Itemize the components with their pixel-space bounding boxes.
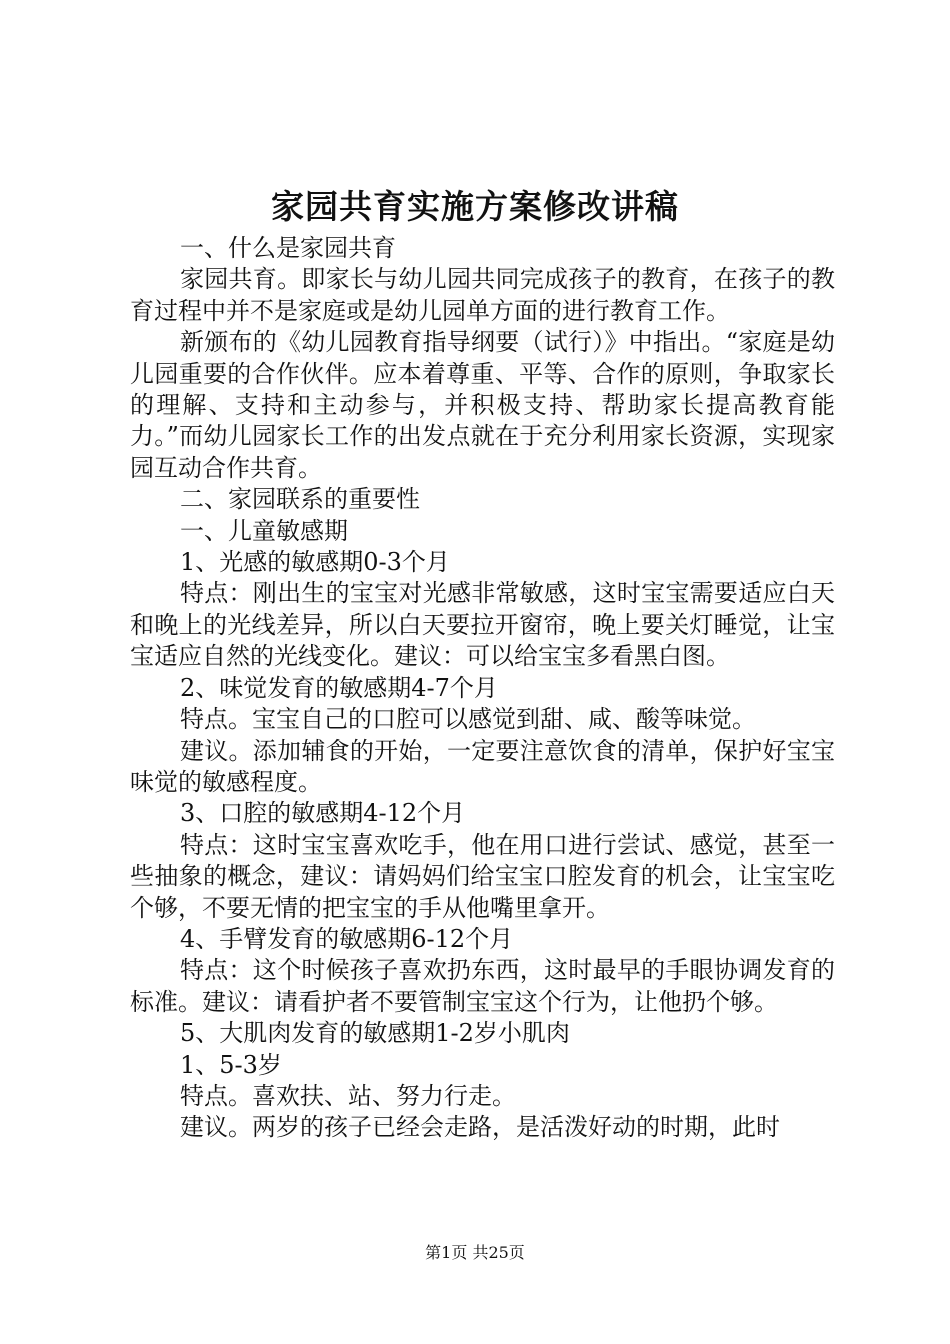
- paragraph: 特点。宝宝自己的口腔可以感觉到甜、咸、酸等味觉。: [180, 705, 756, 734]
- paragraph: 家园共育。即家长与幼儿园共同完成孩子的教育，在孩子的教育过程中并不是家庭或是幼儿园单方面的进行教育工作。: [130, 265, 835, 325]
- paragraph: 新颁布的《幼儿园教育指导纲要（试行）》中指出。“家庭是幼儿园重要的合作伙伴。应本着尊重、平等、合作的原则，争取家长的理解、支持和主动参与，并积极支持、帮助家长提高教育能力。”而幼儿园家长工作的出发点就在于充分利用家长资源，实现家园互动合作共育。: [130, 328, 835, 482]
- subsection-heading: 4、手臂发育的敏感期6-12个月: [180, 924, 514, 953]
- subsection-heading: 3、口腔的敏感期4-12个月: [180, 799, 466, 828]
- document-title: 家园共育实施方案修改讲稿: [271, 187, 679, 226]
- subsection-heading: 1、5-3岁: [180, 1050, 282, 1079]
- subsection-heading: 1、光感的敏感期0-3个月: [180, 548, 450, 577]
- paragraph: 特点。喜欢扶、站、努力行走。: [180, 1081, 516, 1110]
- page-number-footer: 第1页 共25页: [425, 1243, 525, 1262]
- paragraph: 建议。添加辅食的开始，一定要注意饮食的清单，保护好宝宝味觉的敏感程度。: [130, 736, 835, 796]
- section-heading: 一、儿童敏感期: [180, 516, 348, 545]
- paragraph: 特点：这个时候孩子喜欢扔东西，这时最早的手眼协调发育的标准。建议：请看护者不要管制宝宝这个行为，让他扔个够。: [130, 956, 835, 1016]
- section-heading: 二、家园联系的重要性: [180, 485, 420, 514]
- subsection-heading: 5、大肌肉发育的敏感期1-2岁小肌肉: [180, 1019, 570, 1048]
- section-heading: 一、什么是家园共育: [180, 234, 396, 262]
- subsection-heading: 2、味觉发育的敏感期4-7个月: [180, 673, 498, 702]
- paragraph: 特点：刚出生的宝宝对光感非常敏感，这时宝宝需要适应白天和晚上的光线差异，所以白天要拉开窗帘，晚上要关灯睡觉，让宝宝适应自然的光线变化。建议：可以给宝宝多看黑白图。: [130, 579, 835, 671]
- document-body: [130, 233, 835, 1144]
- paragraph: 建议。两岁的孩子已经会走路，是活泼好动的时期，此时: [180, 1113, 780, 1142]
- paragraph: 特点：这时宝宝喜欢吃手，他在用口进行尝试、感觉，甚至一些抽象的概念，建议：请妈妈们给宝宝口腔发育的机会，让宝宝吃个够，不要无情的把宝宝的手从他嘴里拿开。: [130, 830, 835, 922]
